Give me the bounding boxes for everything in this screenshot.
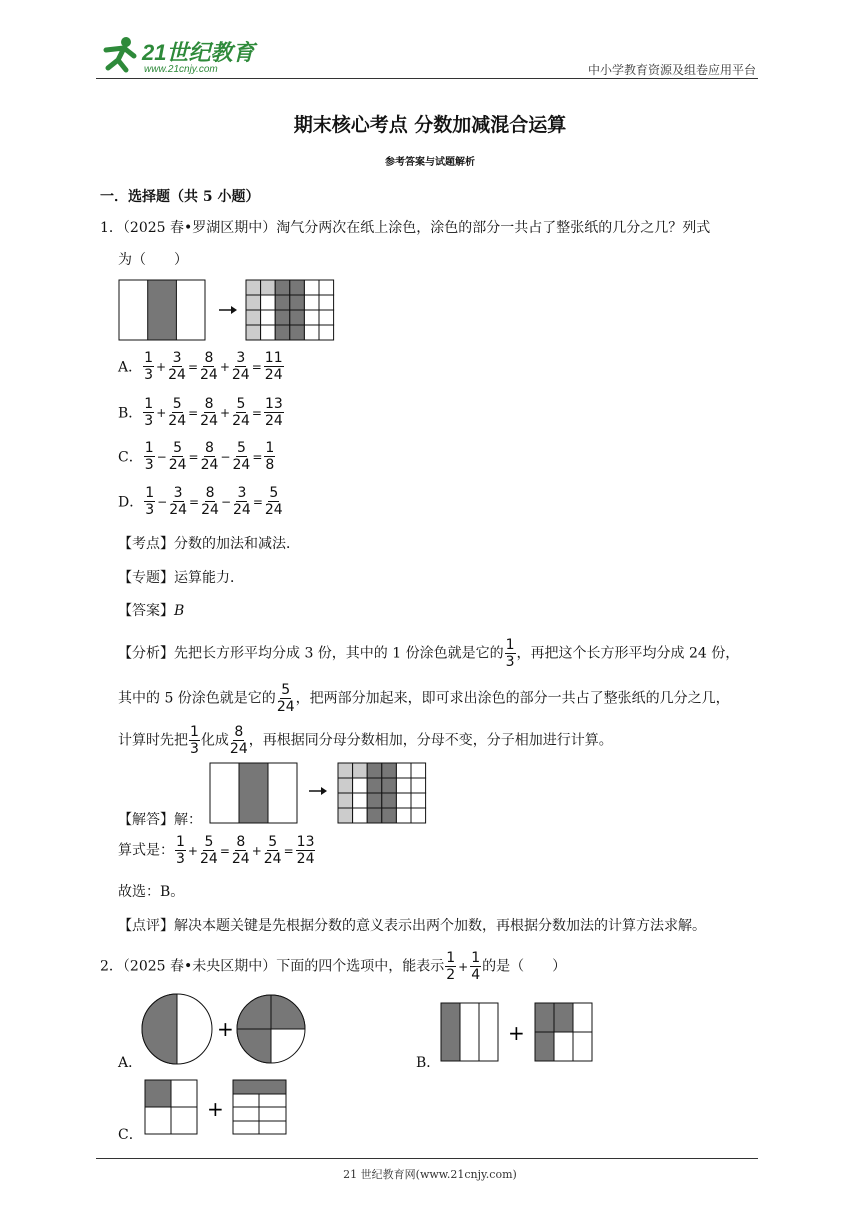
denominator: 24	[168, 367, 186, 383]
fenxi-text: 其中的 5 份涂色就是它的	[118, 690, 276, 707]
numerator: 8	[204, 350, 214, 366]
fraction	[175, 834, 186, 867]
operator: +	[251, 843, 262, 858]
grid-cell	[290, 325, 305, 340]
grid-cell	[261, 325, 276, 340]
denominator: 24	[264, 367, 283, 383]
numerator: 3	[236, 350, 246, 366]
grid-cell	[319, 310, 334, 325]
fraction	[230, 724, 248, 757]
grid-cell	[275, 325, 290, 340]
operator: =	[251, 405, 262, 420]
q1-stem-line2: 为（ ）	[118, 252, 188, 268]
grid-cell	[319, 325, 334, 340]
numerator: 1	[176, 834, 185, 850]
fraction	[232, 396, 250, 429]
denominator: 24	[200, 457, 219, 473]
grid-cell	[246, 325, 261, 340]
denominator: 24	[276, 699, 295, 715]
option-expression	[143, 440, 277, 473]
numerator: 5	[268, 834, 278, 850]
grid-cell	[367, 763, 382, 778]
operator: −	[220, 494, 231, 509]
fenxi-text: 【分析】先把长方形平均分成 3 份，其中的 1 份涂色就是它的	[118, 645, 504, 662]
denominator: 3	[190, 741, 199, 757]
arrow-icon	[309, 787, 327, 795]
grid-cell	[261, 280, 276, 295]
operator: +	[458, 959, 469, 974]
denominator: 4	[471, 967, 481, 983]
denominator: 24	[231, 851, 250, 867]
fraction	[232, 834, 250, 867]
denominator: 3	[145, 502, 155, 518]
grid-cell	[367, 793, 382, 808]
q2-expression	[444, 950, 482, 983]
fenxi-text: 化成	[200, 732, 229, 749]
q1-kaodian: 【考点】分数的加法和减法．	[118, 536, 300, 552]
grid-cell	[367, 808, 382, 823]
fraction	[168, 396, 186, 429]
fraction	[277, 682, 295, 715]
fraction	[200, 350, 218, 383]
fenxi-text: ，把两部分加起来，即可求出涂色的部分一共占了整张纸的几分之几，	[295, 690, 730, 707]
operator: +	[156, 405, 167, 420]
platform-name: 中小学教育资源及组卷应用平台	[587, 63, 756, 77]
fraction	[264, 350, 284, 383]
numerator: 1	[265, 440, 275, 456]
grid-cell	[261, 310, 276, 325]
q2-option-c-figure	[144, 1078, 304, 1142]
grid-cell	[396, 793, 411, 808]
operator: −	[157, 494, 168, 509]
option-label: C．	[118, 449, 143, 466]
grid-cell	[411, 778, 426, 793]
grid-cell	[338, 763, 353, 778]
fraction	[264, 440, 275, 473]
operator: =	[189, 494, 200, 509]
q1-stem-line1: 1．（2025 春•罗湖区期中）淘气分两次在纸上涂色，涂色的部分一共占了整张纸的几分之几？列式	[100, 220, 711, 236]
grid-cell	[396, 808, 411, 823]
fraction	[505, 637, 516, 670]
q1-figure	[118, 279, 348, 343]
denominator: 3	[144, 457, 154, 473]
fraction	[169, 485, 187, 518]
option-expression	[143, 485, 283, 518]
numerator: 13	[264, 396, 283, 412]
option-label: D．	[118, 494, 144, 511]
fraction	[264, 834, 282, 867]
operator: −	[220, 449, 231, 464]
operator: +	[219, 359, 230, 374]
plus-sign: +	[508, 1021, 525, 1045]
grid-cell	[304, 280, 319, 295]
numerator: 8	[234, 724, 244, 740]
fraction	[200, 396, 218, 429]
numerator: 5	[204, 834, 214, 850]
numerator: 1	[144, 440, 154, 456]
grid-cell	[411, 793, 426, 808]
numerator: 5	[172, 396, 182, 412]
option-expression	[142, 350, 284, 383]
grid-cell	[338, 778, 353, 793]
fraction	[232, 350, 250, 383]
fenxi-text: ，再根据同分母分数相加，分母不变，分子相加进行计算。	[248, 732, 613, 749]
operator: =	[283, 843, 294, 858]
operator: =	[252, 449, 263, 464]
fraction	[144, 485, 155, 518]
q1-dianping: 【点评】解决本题关键是先根据分数的意义表示出两个加数，再根据分数加法的计算方法求解。	[118, 918, 706, 934]
runner-logo-icon	[96, 36, 140, 76]
numerator: 1	[505, 637, 515, 653]
plus-sign: +	[217, 1017, 234, 1041]
denominator: 3	[505, 654, 515, 670]
numerator: 5	[236, 440, 246, 456]
grid-cell	[382, 793, 397, 808]
fraction	[168, 350, 186, 383]
grid-cell	[338, 808, 353, 823]
grid-cell	[411, 808, 426, 823]
grid-cell	[275, 280, 290, 295]
denominator: 24	[232, 413, 250, 429]
answer-label: 【答案】	[118, 603, 174, 619]
numerator: 5	[236, 396, 246, 412]
q1-solution-figure	[209, 760, 439, 826]
denominator: 24	[296, 851, 315, 867]
numerator: 3	[173, 485, 183, 501]
option-label: A．	[118, 359, 143, 376]
fraction	[200, 834, 218, 867]
denominator: 8	[265, 457, 275, 473]
numerator: 8	[236, 834, 246, 850]
numerator: 8	[204, 396, 214, 412]
denominator: 24	[200, 367, 218, 383]
fraction	[470, 950, 481, 983]
q1-jieda: 【解答】解：	[118, 812, 202, 828]
q1-fenxi-line2	[118, 682, 730, 715]
numerator: 3	[172, 350, 182, 366]
grid-cell	[246, 310, 261, 325]
page-subtitle: 参考答案与试题解析	[385, 157, 475, 168]
denominator: 24	[232, 457, 251, 473]
denominator: 24	[264, 502, 283, 518]
numerator: 13	[296, 834, 315, 850]
grid-cell	[353, 793, 368, 808]
grid-cell	[367, 778, 382, 793]
fraction	[169, 440, 187, 473]
fraction	[296, 834, 316, 867]
q1-option-d	[118, 485, 284, 518]
fraction	[265, 485, 283, 518]
grid-cell	[290, 295, 305, 310]
denominator: 24	[229, 741, 248, 757]
operator: +	[220, 405, 231, 420]
fraction	[189, 724, 200, 757]
operator: =	[188, 449, 199, 464]
footer-divider	[96, 1158, 758, 1159]
denominator: 24	[263, 851, 282, 867]
fraction	[233, 485, 251, 518]
section-heading: 一．选择题（共 5 小题）	[100, 189, 260, 205]
q1-fenxi-line1	[118, 637, 739, 670]
operator: =	[252, 494, 263, 509]
q1-fenxi-line3	[118, 724, 613, 757]
operator: +	[156, 359, 167, 374]
denominator: 24	[233, 502, 251, 518]
denominator: 24	[168, 413, 187, 429]
grid-cell	[353, 808, 368, 823]
fraction	[201, 485, 219, 518]
answer-value: B	[174, 603, 185, 619]
header-divider	[96, 78, 758, 79]
numerator: 1	[145, 485, 155, 501]
grid-cell	[319, 280, 334, 295]
numerator: 1	[471, 950, 481, 966]
operator: =	[219, 843, 230, 858]
denominator: 24	[264, 413, 283, 429]
option-label: B．	[118, 405, 143, 422]
q1-answer	[118, 601, 184, 621]
arrow-icon	[219, 306, 237, 314]
numerator: 8	[205, 485, 215, 501]
numerator: 1	[144, 396, 154, 412]
grid-cell	[382, 808, 397, 823]
q1-option-c	[118, 440, 276, 473]
grid-cell	[304, 325, 319, 340]
denominator: 2	[446, 967, 456, 983]
numerator: 3	[237, 485, 247, 501]
plus-sign: +	[207, 1097, 224, 1121]
q2-stem-text: 的是（ ）	[482, 958, 567, 975]
operator: +	[187, 843, 198, 858]
site-logo	[96, 34, 266, 78]
q2-option-a-figure	[140, 990, 310, 1070]
q1-option-b	[118, 396, 285, 429]
numerator: 5	[281, 682, 291, 698]
numerator: 5	[173, 440, 183, 456]
grid-cell	[290, 310, 305, 325]
operator: =	[187, 359, 198, 374]
grid-cell	[304, 295, 319, 310]
grid-cell	[246, 280, 261, 295]
grid-cell	[353, 763, 368, 778]
q2-option-c-label: C．	[118, 1127, 143, 1143]
grid-cell	[304, 310, 319, 325]
denominator: 3	[144, 367, 154, 383]
q2-stem	[100, 950, 566, 983]
fraction	[143, 350, 154, 383]
denominator: 24	[231, 367, 250, 383]
grid-cell	[275, 310, 290, 325]
footer-text: 21 世纪教育网(www.21cnjy.com)	[343, 1168, 517, 1181]
page-title: 期末核心考点 分数加减混合运算	[293, 114, 567, 136]
logo-url: www.21cnjy.com	[144, 64, 218, 75]
suanshi-label: 算式是：	[118, 842, 174, 859]
operator: =	[188, 405, 199, 420]
q2-option-a-label: A．	[118, 1055, 143, 1071]
grid-cell	[261, 295, 276, 310]
numerator: 1	[446, 950, 456, 966]
grid-cell	[275, 295, 290, 310]
denominator: 3	[144, 413, 154, 429]
q1-option-a	[118, 350, 285, 383]
logo-text: 21世纪教育	[142, 40, 255, 65]
grid-cell	[382, 763, 397, 778]
grid-cell	[290, 280, 305, 295]
q1-guxuan: 故选：B。	[118, 884, 185, 900]
denominator: 24	[201, 502, 219, 518]
operator: =	[251, 359, 262, 374]
grid-cell	[246, 295, 261, 310]
fraction	[201, 440, 219, 473]
q2-option-b-label: B．	[416, 1055, 441, 1071]
fenxi-text: 计算时先把	[118, 732, 188, 749]
grid-cell	[382, 778, 397, 793]
denominator: 24	[200, 413, 218, 429]
grid-cell	[411, 763, 426, 778]
grid-cell	[353, 778, 368, 793]
numerator: 11	[264, 350, 283, 366]
grid-cell	[396, 763, 411, 778]
option-expression	[142, 396, 284, 429]
fraction	[143, 396, 154, 429]
q2-option-b-figure	[440, 1002, 600, 1066]
grid-cell	[396, 778, 411, 793]
q1-zhuanti: 【专题】运算能力．	[118, 570, 244, 586]
numerator: 1	[190, 724, 199, 740]
fenxi-text: ，再把这个长方形平均分成 24 份，	[516, 645, 740, 662]
fraction	[264, 396, 284, 429]
numerator: 5	[269, 485, 279, 501]
suanshi-expression	[174, 834, 316, 867]
q2-stem-text: 2．（2025 春•未央区期中）下面的四个选项中，能表示	[100, 958, 445, 975]
denominator: 24	[169, 502, 188, 518]
numerator: 1	[144, 350, 154, 366]
numerator: 8	[205, 440, 214, 456]
q1-suanshi	[118, 834, 316, 867]
grid-cell	[338, 793, 353, 808]
denominator: 24	[199, 851, 218, 867]
fraction	[144, 440, 155, 473]
denominator: 24	[168, 457, 187, 473]
fraction	[445, 950, 456, 983]
operator: −	[156, 449, 167, 464]
fraction	[232, 440, 250, 473]
grid-cell	[319, 295, 334, 310]
denominator: 3	[176, 851, 185, 867]
